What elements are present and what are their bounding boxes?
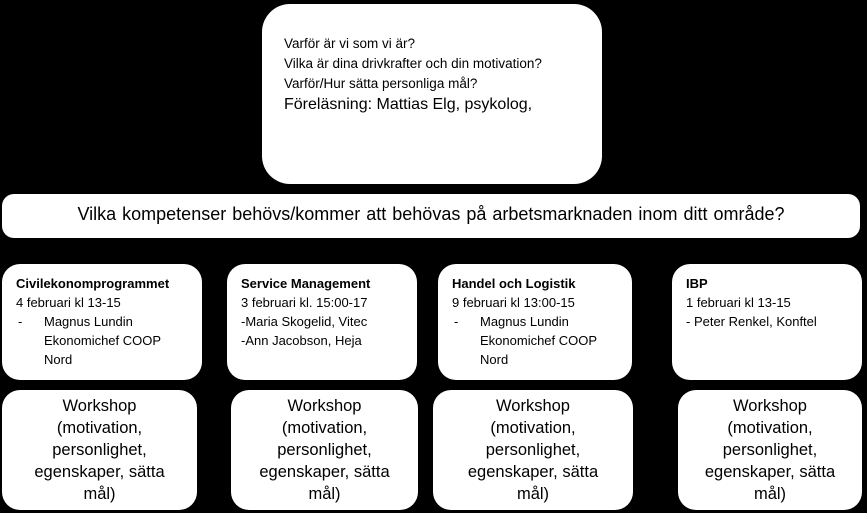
lecture-line: Föreläsning: Mattias Elg, psykolog, [284,96,533,113]
workshop-line: Workshop [496,397,570,415]
workshop-line: Workshop [287,397,362,415]
speaker-line: -Ann Jacobson, Heja [241,333,362,348]
program-date: 4 februari kl 13-15 [16,295,121,310]
workshop-box [678,390,862,510]
workshop-line: mål) [753,485,787,503]
intro-box [262,4,602,184]
program-date: 1 februari kl 13-15 [686,295,791,310]
workshop-line: Workshop [62,397,137,415]
workshop-line: mål) [83,485,116,503]
program-date: 9 februari kl 13:00-15 [452,295,575,310]
workshop-line: personlighet, [485,441,581,459]
workshop-line: (motivation, [490,419,576,437]
banner-text: Vilka kompetenser behövs/kommer att behövas på arbetsmarknaden inom ditt område? [77,204,785,224]
workshop-box [433,390,633,510]
program-title: Civilekonomprogrammet [16,276,170,291]
speaker-line: - Peter Renkel, Konftel [686,314,817,329]
workshop-line: personlighet, [52,441,147,459]
program-box-service-management [227,264,417,380]
workshop-box [231,390,418,510]
question-2: Vilka är dina drivkrafter och din motivation? [284,56,542,71]
workshop-line: (motivation, [56,419,143,437]
workshop-line: mål) [308,485,341,503]
program-title: Service Management [241,276,371,291]
program-box-civilekonom [2,264,202,380]
competence-banner [2,194,860,238]
program-box-ibp [672,264,862,380]
workshop-line: (motivation, [281,419,368,437]
workshop-line: personlighet, [722,441,818,459]
workshop-box [2,390,197,510]
speaker-line: -Maria Skogelid, Vitec [241,314,368,329]
speaker-line: Ekonomichef COOP [480,333,598,348]
workshop-line: egenskaper, sätta [467,463,599,481]
list-dash: - [454,314,459,329]
program-box-handel-logistik [438,264,632,380]
workshop-line: egenskaper, sätta [704,463,836,481]
workshop-line: egenskaper, sätta [259,463,390,481]
program-date: 3 februari kl. 15:00-17 [241,295,368,310]
workshop-line: personlighet, [277,441,372,459]
question-3: Varför/Hur sätta personliga mål? [284,76,478,91]
workshop-line: egenskaper, sätta [34,463,165,481]
program-title: Handel och Logistik [452,276,576,291]
speaker-line: Nord [44,352,73,367]
workshop-line: (motivation, [727,419,813,437]
speaker-item [452,312,624,369]
workshop-line: mål) [516,485,550,503]
speaker-line: Nord [480,352,509,367]
speaker-line: Ekonomichef COOP [44,333,162,348]
speaker-line: Magnus Lundin [480,314,569,329]
question-1: Varför är vi som vi är? [284,36,416,51]
program-title: IBP [686,276,708,291]
speaker-line: Magnus Lundin [44,314,133,329]
speaker-item [16,312,194,369]
workshop-line: Workshop [733,397,807,415]
list-dash: - [18,314,23,329]
